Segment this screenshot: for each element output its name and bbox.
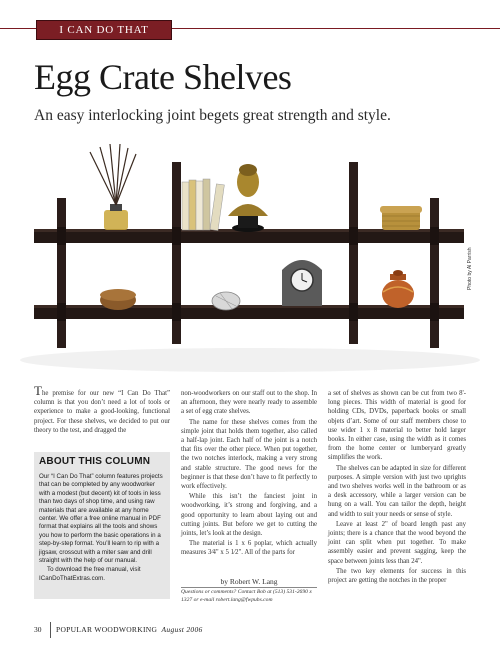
- issue-date: August 2006: [161, 625, 203, 634]
- upright-1: [57, 198, 66, 348]
- column-tab: I CAN DO THAT: [36, 20, 172, 40]
- brass-bust: [228, 164, 268, 232]
- body-paragraph: While this isn’t the fanciest joint in woodworking, it’s strong and forgiving, and a good opportunity to learn about laying out and cutting joints. But before we get to cutting the joints, let’s look at the design.: [181, 493, 317, 538]
- glass-object: [212, 292, 240, 310]
- about-column-box: [34, 452, 170, 599]
- magazine-name: POPULAR WOODWORKING: [56, 625, 158, 634]
- woven-box: [380, 206, 422, 230]
- mantel-clock: [282, 260, 322, 306]
- body-paragraph: The two key elements for success in this project are getting the notches in the proper: [328, 567, 466, 585]
- intro-paragraph: The premise for our new “I Can Do That” column is that you don’t need a lot of tools or experience to make a good-looking, functional project. For these shelves, we decided to put our theory to the test, and dragged the: [34, 383, 170, 434]
- shelves-illustration: [0, 132, 500, 382]
- sidebar-body: [39, 473, 166, 583]
- body-paragraph: The name for these shelves comes from the simple joint that holds them together, also called a half-lap joint. Each half of the joint is a notch that fits over the other piece. When put together, the two notches interlock, making a very strong and stable structure. The good news for the beginner is that these don’t have to fit perfectly to work effectively.: [181, 418, 317, 491]
- contact-note: Questions or comments? Contact Bob at (513) 531-2690 x 1327 or e-mail robert.lang@fwpubs.com: [181, 589, 312, 603]
- drop-cap: T: [34, 383, 42, 398]
- page-number: 30: [34, 625, 42, 634]
- contact-rule: [181, 587, 317, 588]
- photo-credit: Photo by Al Parrish: [467, 247, 473, 290]
- article-subtitle: An easy interlocking joint begets great strength and style.: [34, 107, 391, 124]
- body-paragraph: The material is 1 x 6 poplar, which actually measures 3⁄4" x 5 1⁄2". All of the parts for: [181, 540, 317, 557]
- reed-diffuser: [90, 144, 136, 230]
- byline: by Robert W. Lang: [220, 577, 278, 586]
- column-1: [34, 383, 170, 436]
- body-paragraph: non-woodworkers on our staff out to the shop. In an afternoon, they were nearly ready to assemble a set of egg crate shelves.: [181, 390, 317, 416]
- ginger-jar: [382, 270, 414, 308]
- magazine-footer: [56, 625, 203, 634]
- sidebar-paragraph: Our “I Can Do That” column features projects that can be completed by any woodworker with a modest (but decent) kit of tools in less than two days of shop time, and using raw materials that are available at any home center. We offer a free online manual in PDF format that explains all the tools and shows you how to perform the basic operations in a step-by-step format. You’ll learn to rip with a jigsaw, crosscut with a miter saw and drill straight with the help of our manual.: [39, 473, 163, 565]
- books: [182, 179, 224, 231]
- article-title: Egg Crate Shelves: [34, 57, 292, 97]
- body-paragraph: a set of shelves as shown can be cut from two 8'-long pieces. This width of material is good for holding CDs, DVDs, paperback books or small objets d’art. Some of our staff members chose to use wider 1 x 8 material to better hold larger books. In either case, using the width as it comes from the home center or lumberyard greatly simplifies the work.: [328, 390, 466, 462]
- body-paragraph: The shelves can be adapted in size for different purposes. A simple version with just two uprights and two shelves works well in the bathroom or as a desk accessory, while a larger version can be hung on a wall. You can tailor the depth, height and width to suit your needs or sense of style.: [328, 464, 466, 518]
- sidebar-title: ABOUT THIS COLUMN: [39, 456, 151, 467]
- sidebar-download-paragraph: To download the free manual, visit ICanDoThatExtras.com.: [39, 566, 141, 582]
- upright-4: [430, 198, 439, 348]
- column-2: [181, 389, 317, 559]
- shelves-photo: [0, 132, 500, 382]
- round-box: [100, 289, 136, 310]
- footer-rule: [50, 622, 51, 638]
- body-paragraph: Leave at least 2" of board length past any joints; there is a chance that the wood beyond the joint can split when put together. To make assembly easier and prevent sagging, keep the space between joints less than 24".: [328, 520, 466, 565]
- column-3: [328, 389, 466, 586]
